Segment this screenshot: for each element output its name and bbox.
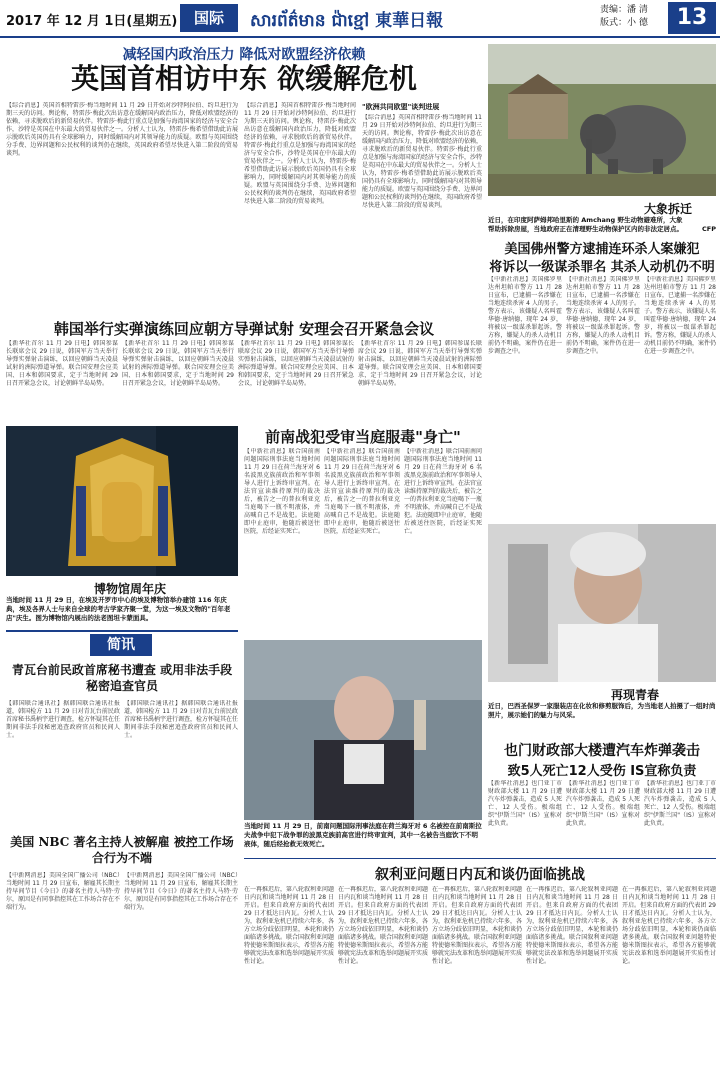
elephant-credit: CFP bbox=[702, 225, 716, 233]
bombing-headline: 也门财政部大楼遭汽车炸弹袭击 bbox=[504, 743, 700, 759]
syria-body-col5: 在一再推迟后，第八轮叙利亚问题日内瓦和谈当地时间 11 月 28 日开启。但来自政府方面的代表团 29 日才抵达日内瓦。分析人士认为，叙利亚危机已持续六年多，各方立场分歧依旧明显，本轮和谈仍面临诸多挑战。联合国叙利亚问题特使德米斯图拉表示，希望各方能够就宪法改革和选举问题展开实质性讨论。 bbox=[622, 886, 716, 965]
lead-body-col1: 【综合消息】英国首相特雷莎·梅当地时间 11 月 29 日开始对沙特阿拉伯、约旦进行为期三天的访问。舆论称，特雷莎·梅此次出访意在缓解国内政治压力，降低对欧盟经济的依赖，寻求脱欧后的新贸易伙伴。特雷莎·梅此行重点是加强与海湾国家的经济与安全合作，沙特是英国在中东最大的贸易伙伴之一。分析人士认为，特雷莎·梅希望借助此访展示脱欧后英国仍具有全球影响力，同时缓解国内对其领导能力的质疑。欧盟与英国围绕分手费、边界问题和公民权利的谈判仍在继续，英国政府希望尽快进入第二阶段的贸易谈判。 bbox=[6, 102, 238, 157]
syria-body-col4: 在一再推迟后，第八轮叙利亚问题日内瓦和谈当地时间 11 月 28 日开启。但来自政府方面的代表团 29 日才抵达日内瓦。分析人士认为，叙利亚危机已持续六年多，各方立场分歧依旧明显，本轮和谈仍面临诸多挑战。联合国叙利亚问题特使德米斯图拉表示，希望各方能够就宪法改革和选举问题展开实质性讨论。 bbox=[526, 886, 618, 965]
masthead-title: សារព័ត៌មាន ជ៉ាខ្មៅ 東華日報 bbox=[250, 11, 444, 31]
lead-body-col3 bbox=[362, 102, 482, 312]
brief-rule bbox=[6, 630, 238, 632]
museum-caption: 当地时间 11 月 29 日，在埃及开罗市中心的埃及博物馆举办建馆 116 年庆典，埃及各界人士与来自全球的考古学家齐聚一堂，为这一埃及文物的"百年老店"庆生。图为博物馆内展出的法老图坦卡蒙面具。 bbox=[6, 596, 231, 622]
issue-date: 2017 年 12 月 1日(星期五) bbox=[6, 14, 178, 29]
peru-title: 再现青春 bbox=[610, 688, 659, 702]
brief-label: 简讯 bbox=[90, 634, 152, 656]
museum-title: 博物馆周年庆 bbox=[93, 582, 166, 596]
page-number: 13 bbox=[668, 2, 716, 34]
korea-headline: 韩国举行实弹演练回应朝方导弹试射 安理会召开紧急会议 bbox=[53, 320, 435, 338]
bombing-body-col1: 【新华社消息】也门亚丁市财政部大楼 11 月 29 日遭汽车炸弹袭击，造成 5 人死亡、12 人受伤。极端组织"伊斯兰国"（IS）宣称对此负责。 bbox=[488, 780, 562, 827]
croatia-headline: 前南战犯受审当庭服毒"身亡" bbox=[265, 428, 461, 446]
brief-item2-title: 美国 NBC 著名主持人被解雇 被控工作场合行为不端 bbox=[10, 835, 234, 865]
brief-item1-title: 青瓦台前民政首席秘书遭查 或用非法手段秘密追查官员 bbox=[11, 663, 233, 693]
elderly-woman-photo bbox=[488, 524, 716, 682]
croatia-body-col2: 【中新社消息】联合国前南问题国际刑事法庭当地时间 11 月 29 日在荷兰海牙对 6 名波黑克族前政治和军事领导人进行上诉终审宣判。在法官宣读维持原判的裁决后，被告之一的普拉利亚克当庭喝下一瓶不明液体，并高喊自己不是战犯。法庭随即中止庭审，他随后被送往医院，后经证实死亡。 bbox=[324, 448, 400, 535]
brief-item2-body-col2: 【中新网消息】美国全国广播公司（NBC）当地时间 11 月 29 日宣布，解雇其长期主持早间节目《今日》的著名主持人马特·劳尔，原因是有同事指控其在工作场合存在不端行为。 bbox=[124, 872, 238, 911]
brief-item2-body-col1: 【中新网消息】美国全国广播公司（NBC）当地时间 11 月 29 日宣布，解雇其长期主持早间节目《今日》的著名主持人马特·劳尔，原因是有同事指控其在工作场合存在不端行为。 bbox=[6, 872, 120, 911]
syria-headline: 叙利亚问题日内瓦和谈仍面临挑战 bbox=[375, 867, 585, 883]
korea-body-col3: 【新华社首尔 11 月 29 日电】韩国参谋长联席会议 29 日说，韩国军方当天举行导弹实弹射击演练，以回应朝鲜当天凌晨试射的洲际弹道导弹。联合国安理会应美国、日本和韩国要求，定于当地时间 29 日召开紧急会议，讨论朝鲜半岛局势。 bbox=[238, 340, 354, 387]
lead-body-col2: 【综合消息】英国首相特雷莎·梅当地时间 11 月 29 日开始对沙特阿拉伯、约旦进行为期三天的访问。舆论称，特雷莎·梅此次出访意在缓解国内政治压力，降低对欧盟经济的依赖，寻求脱欧后的新贸易伙伴。特雷莎·梅此行重点是加强与海湾国家的经济与安全合作，沙特是英国在中东最大的贸易伙伴之一。分析人士认为，特雷莎·梅希望借助此访展示脱欧后英国仍具有全球影响力，同时缓解国内对其领导能力的质疑。欧盟与英国围绕分手费、边界问题和公民权利的谈判仍在继续，英国政府希望尽快进入第二阶段的贸易谈判。 bbox=[244, 102, 356, 205]
florida-body-col3: 【中新社消息】美国佛罗里达州坦帕市警方 11 月 28 日宣布，已逮捕一名涉嫌在当地连续杀害 4 人的男子。警方表示，该嫌疑人名叫霍华德·唐纳德，现年 24 岁，将被以一级谋杀罪起诉。警方称，嫌疑人的杀人动机目前仍不明确，案件仍在进一步调查之中。 bbox=[644, 276, 716, 355]
korea-body-col1: 【新华社首尔 11 月 29 日电】韩国参谋长联席会议 29 日说，韩国军方当天举行导弹实弹射击演练，以回应朝鲜当天凌晨试射的洲际弹道导弹。联合国安理会应美国、日本和韩国要求，定于当地时间 29 日召开紧急会议，讨论朝鲜半岛局势。 bbox=[6, 340, 118, 387]
layout-line: 版式：小 德 bbox=[600, 18, 648, 28]
croatia-body-col1: 【中新社消息】联合国前南问题国际刑事法庭当地时间 11 月 29 日在荷兰海牙对 6 名波黑克族前政治和军事领导人进行上诉终审宣判。在法官宣读维持原判的裁决后，被告之一的普拉利亚克当庭喝下一瓶不明液体，并高喊自己不是战犯。法庭随即中止庭审，他随后被送往医院，后经证实死亡。 bbox=[244, 448, 320, 535]
florida-headline: 将诉以一级谋杀罪名 其杀人动机仍不明 bbox=[489, 260, 715, 275]
bombing-body-col3: 【新华社消息】也门亚丁市财政部大楼 11 月 29 日遭汽车炸弹袭击，造成 5 人死亡、12 人受伤。极端组织"伊斯兰国"（IS）宣称对此负责。 bbox=[644, 780, 716, 827]
elephant-caption: 近日，在印度阿萨姆邦哈里斯的 Amchang 野生动物避难所，大象帮助拆除房屋，当地政府正在清理野生动物保护区内的非法定居点。 bbox=[488, 216, 683, 233]
syria-rule bbox=[244, 858, 716, 859]
syria-body-col2: 在一再推迟后，第八轮叙利亚问题日内瓦和谈当地时间 11 月 28 日开启。但来自政府方面的代表团 29 日才抵达日内瓦。分析人士认为，叙利亚危机已持续六年多，各方立场分歧依旧明显，本轮和谈仍面临诸多挑战。联合国叙利亚问题特使德米斯图拉表示，希望各方能够就宪法改革和选举问题展开实质性讨论。 bbox=[338, 886, 428, 965]
korea-body-col4: 【新华社首尔 11 月 29 日电】韩国参谋长联席会议 29 日说，韩国军方当天举行导弹实弹射击演练，以回应朝鲜当天凌晨试射的洲际弹道导弹。联合国安理会应美国、日本和韩国要求，定于当地时间 29 日召开紧急会议，讨论朝鲜半岛局势。 bbox=[358, 340, 482, 387]
elephant-title: 大象拆迁 bbox=[643, 202, 692, 216]
editor-credits bbox=[600, 4, 648, 30]
syria-body-col1: 在一再推迟后，第八轮叙利亚问题日内瓦和谈当地时间 11 月 28 日开启。但来自政府方面的代表团 29 日才抵达日内瓦。分析人士认为，叙利亚危机已持续六年多，各方立场分歧依旧明显，本轮和谈仍面临诸多挑战。联合国叙利亚问题特使德米斯图拉表示，希望各方能够就宪法改革和选举问题展开实质性讨论。 bbox=[244, 886, 334, 965]
florida-body-col2: 【中新社消息】美国佛罗里达州坦帕市警方 11 月 28 日宣布，已逮捕一名涉嫌在当地连续杀害 4 人的男子。警方表示，该嫌疑人名叫霍华德·唐纳德，现年 24 岁，将被以一级谋杀罪起诉。警方称，嫌疑人的杀人动机目前仍不明确，案件仍在进一步调查之中。 bbox=[566, 276, 640, 355]
bombing-subhead: 致5人死亡12人受伤 IS宣称负责 bbox=[507, 764, 697, 779]
lead-body-text: 【综合消息】英国首相特雷莎·梅当地时间 11 月 29 日开始对沙特阿拉伯、约旦进行为期三天的访问。舆论称，特雷莎·梅此次出访意在缓解国内政治压力，降低对欧盟经济的依赖，寻求脱欧后的新贸易伙伴。特雷莎·梅此行重点是加强与海湾国家的经济与安全合作，沙特是英国在中东最大的贸易伙伴之一。分析人士认为，特雷莎·梅希望借助此访展示脱欧后英国仍具有全球影响力，同时缓解国内对其领导能力的质疑。欧盟与英国围绕分手费、边界问题和公民权利的谈判仍在继续，英国政府希望尽快进入第二阶段的贸易谈判。 bbox=[362, 114, 482, 209]
syria-body-col3: 在一再推迟后，第八轮叙利亚问题日内瓦和谈当地时间 11 月 28 日开启。但来自政府方面的代表团 29 日才抵达日内瓦。分析人士认为，叙利亚危机已持续六年多，各方立场分歧依旧明显，本轮和谈仍面临诸多挑战。联合国叙利亚问题特使德米斯图拉表示，希望各方能够就宪法改革和选举问题展开实质性讨论。 bbox=[432, 886, 522, 965]
pharaoh-mask-photo bbox=[6, 426, 238, 576]
lead-kicker: 减轻国内政治压力 降低对欧盟经济依赖 bbox=[122, 47, 366, 63]
lead-subhead: "欧洲共同欧盟"谈判进展 bbox=[362, 103, 440, 111]
page-header bbox=[0, 0, 720, 38]
section-label: 国际 bbox=[180, 4, 238, 32]
editor-line: 责编：潘 清 bbox=[600, 5, 648, 15]
courtroom-photo bbox=[244, 640, 482, 820]
lead-headline: 英国首相访中东 欲缓解危机 bbox=[71, 62, 417, 95]
florida-kicker: 美国佛州警方逮捕连环杀人案嫌犯 bbox=[504, 242, 700, 257]
elephant-photo bbox=[488, 44, 716, 196]
brief-item1-body-col1: 【韩国联合通讯社】据韩国联合通讯社报道，韩国检方 11 月 29 日对青瓦台前民政首席秘书禹柄宇进行调查，检方怀疑其在任期间非法手段秘密追查政府官员和民间人士。 bbox=[6, 700, 120, 739]
croatia-body-col3: 【中新社消息】联合国前南问题国际刑事法庭当地时间 11 月 29 日在荷兰海牙对 6 名波黑克族前政治和军事领导人进行上诉终审宣判。在法官宣读维持原判的裁决后，被告之一的普拉利亚克当庭喝下一瓶不明液体，并高喊自己不是战犯。法庭随即中止庭审，他随后被送往医院，后经证实死亡。 bbox=[404, 448, 482, 535]
korea-body-col2: 【新华社首尔 11 月 29 日电】韩国参谋长联席会议 29 日说，韩国军方当天举行导弹实弹射击演练，以回应朝鲜当天凌晨试射的洲际弹道导弹。联合国安理会应美国、日本和韩国要求，定于当地时间 29 日召开紧急会议，讨论朝鲜半岛局势。 bbox=[122, 340, 234, 387]
croatia-caption: 当地时间 11 月 29 日，前南问题国际刑事法庭在荷兰海牙对 6 名被控在前南斯拉夫战争中犯下战争罪的波黑克族前高官进行终审宣判，其中一名被告当庭饮下不明液体，随后经抢救无效死亡。 bbox=[244, 822, 482, 848]
florida-body-col1: 【中新社消息】美国佛罗里达州坦帕市警方 11 月 28 日宣布，已逮捕一名涉嫌在当地连续杀害 4 人的男子。警方表示，该嫌疑人名叫霍华德·唐纳德，现年 24 岁，将被以一级谋杀罪起诉。警方称，嫌疑人的杀人动机目前仍不明确，案件仍在进一步调查之中。 bbox=[488, 276, 562, 355]
brief-item1-body-col2: 【韩国联合通讯社】据韩国联合通讯社报道，韩国检方 11 月 29 日对青瓦台前民政首席秘书禹柄宇进行调查，检方怀疑其在任期间非法手段秘密追查政府官员和民间人士。 bbox=[124, 700, 238, 739]
peru-caption: 近日，巴西圣保罗一家服装店在化妆和修剪服饰后，为当地老人拍摄了一组时尚照片，展示她们的魅力与风采。 bbox=[488, 702, 716, 719]
bombing-body-col2: 【新华社消息】也门亚丁市财政部大楼 11 月 29 日遭汽车炸弹袭击，造成 5 人死亡、12 人受伤。极端组织"伊斯兰国"（IS）宣称对此负责。 bbox=[566, 780, 640, 827]
